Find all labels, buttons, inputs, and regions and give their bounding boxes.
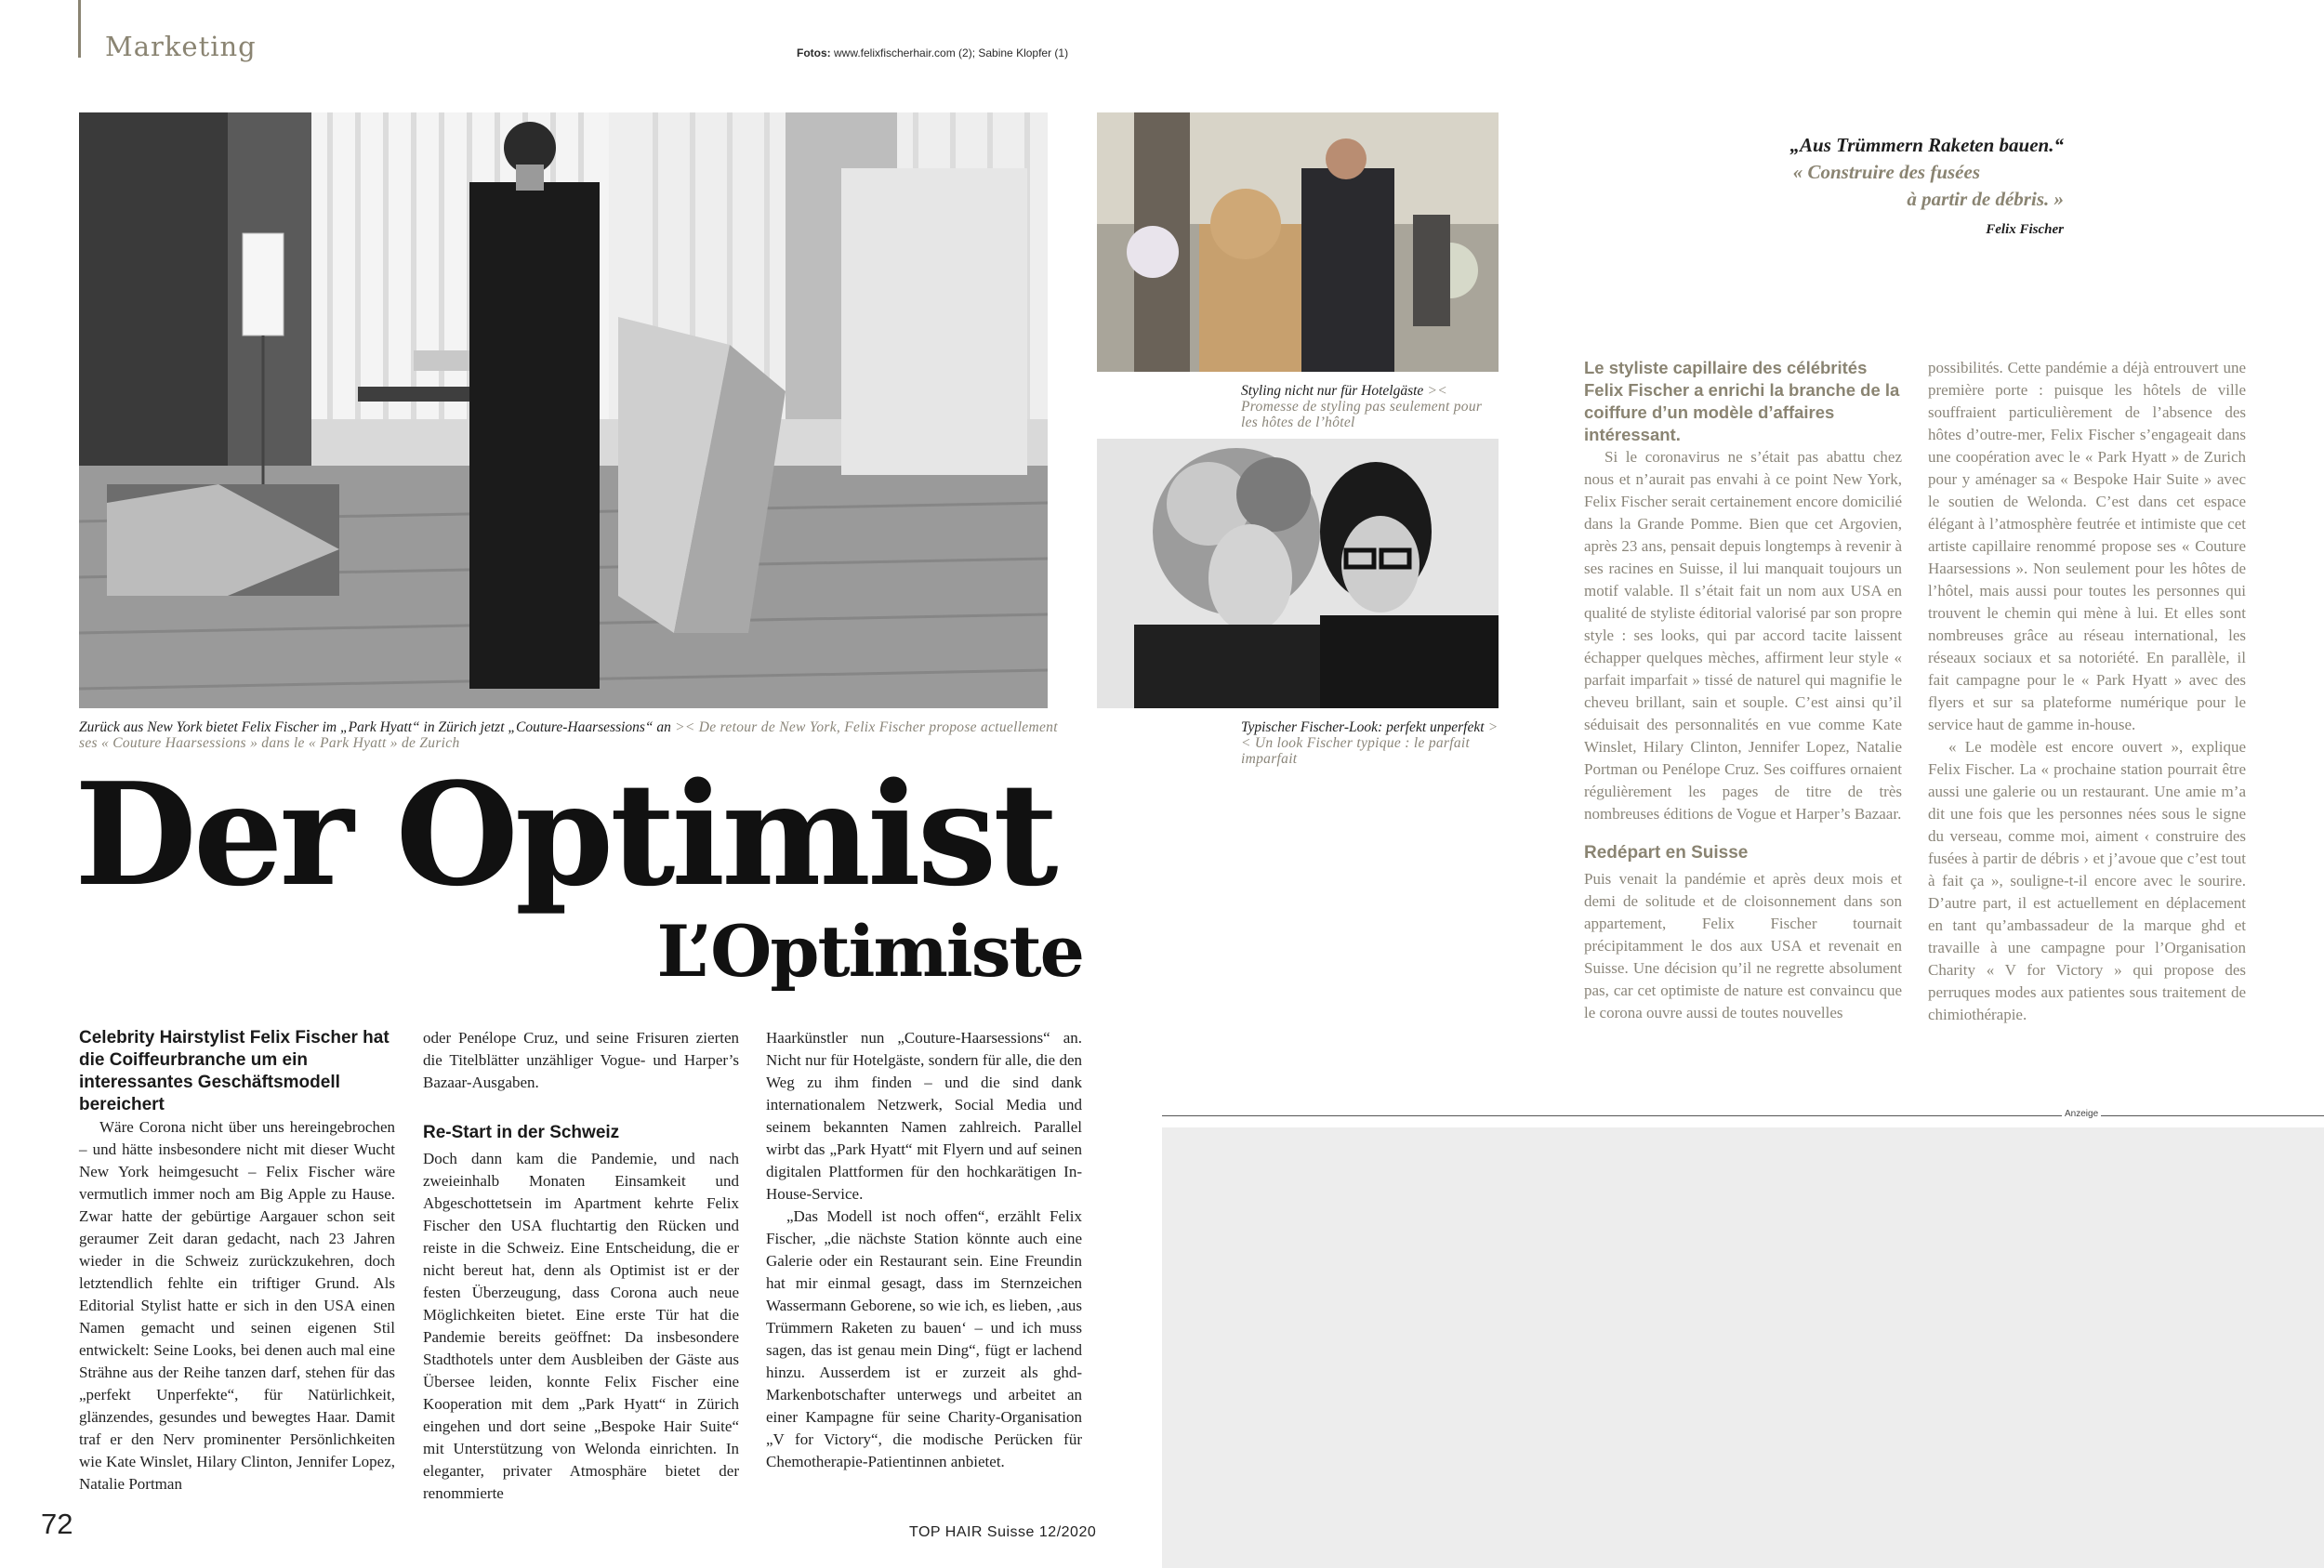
pull-quote xyxy=(1413,132,2064,244)
caption-main-fr: >< De retour de New York, Felix Fischer propose actuellement ses « Couture Haarsessions » dans le « Park Hyatt » de Zurich xyxy=(79,719,1058,751)
article-headline: Der Optimist xyxy=(74,751,1055,917)
german-lead: Celebrity Hairstylist Felix Fischer hat die Coiffeurbranche um ein interessantes Geschäftsmodell bereichert xyxy=(79,1028,390,1114)
section-label: Marketing xyxy=(105,31,257,62)
caption-salon-photo xyxy=(1241,383,1494,430)
ad-placeholder xyxy=(1162,1127,2324,1568)
german-column-2 xyxy=(423,1027,739,1505)
magazine-issue: TOP HAIR Suisse 12/2020 xyxy=(909,1524,1097,1540)
german-paragraph-2-continued: Haarkünstler nun „Couture-Haarsessions“ an. Nicht nur für Hotelgäste, sondern für alle, die den Weg zu ihm finden – und die sind dank internationalem Netzwerk, Social Media und seinem bekannten Namen zahlreich. Parallel wirbt das „Park Hyatt“ mit Flyern und auf seinen digitalen Plattformen für den hochkarätigen In-House-Service. xyxy=(766,1029,1082,1203)
photo-fischer-look xyxy=(1097,439,1499,708)
german-column-3 xyxy=(766,1027,1082,1473)
quote-french-line-2: à partir de débris. » xyxy=(1907,188,2064,210)
ad-label: Anzeige xyxy=(2062,1109,2101,1119)
german-paragraph-1: Wäre Corona nicht über uns hereingebrochen – und hätte insbesondere nicht mit dieser Wucht New York heimgesucht – Felix Fischer wäre vermutlich immer noch am Big Apple zu Hause. Zwar hatte der gebürtige Aargauer schon seit geraumer Zeit daran gedacht, nach 23 Jahren wieder in die Schweiz zurückzukehren, doch letztendlich fehlte ein triftiger Grund. Als Editorial Stylist hatte er sich in den USA einen Namen gemacht und seinen eigenen Stil entwickelt: Seine Looks, bei denen auch mal eine Strähne aus der Reihe tanzen darf, stehen für das „perfekt Unperfekte“, für Natürlichkeit, glänzendes, gesundes und bewegtes Haar. Damit traf er den Nerv prominenter Persönlichkeiten wie Kate Winslet, Hilary Clinton, Jennifer Lopez, Natalie Portman xyxy=(79,1118,395,1493)
page-number: 72 xyxy=(41,1508,73,1540)
french-subhead: Redépart en Suisse xyxy=(1584,843,1749,863)
french-paragraph-3: « Le modèle est encore ouvert », explique Felix Fischer. La « prochaine station pourrait être aussi une galerie ou un restaurant. Une amie m’a dit une fois que les personnes nées sous le signe du verseau, comme moi, aiment ‹ construire des fusées à partir de débris › et j’avoue que c’est tout à fait ça », souligne-t-il encore avec le sourire. D’autre part, il est actuellement en déplacement en tant qu’ambassadeur de la marque ghd et travaille à une campagne pour l’Organisation Charity « V for Victory » qui propose des perruques modes aux patientes sous traitement de chimiothérapie. xyxy=(1928,738,2246,1023)
credits-label: Fotos: xyxy=(797,46,831,59)
caption-look-photo xyxy=(1241,719,1499,767)
german-paragraph-3: „Das Modell ist noch offen“, erzählt Felix Fischer, „die nächste Station könnte auch eine Galerie oder ein Restaurant sein. Eine Freundin hat mir einmal gesagt, dass im Sternzeichen Wassermann Geborene, so wie ich, es lieben, ‚aus Trümmern Raketen zu bauen‘ – und ich muss sagen, das ist genau mein Ding“, fügt er lachend hinzu. Ausserdem ist er zurzeit als ghd-Markenbotschafter unterwegs und arbeitet an einer Kampagne für seine Charity-Organisation „V for Victory“, die modische Perücken für Chemotherapie-Patientinnen anbietet. xyxy=(766,1207,1082,1470)
credits-text: www.felixfischerhair.com (2); Sabine Klopfer (1) xyxy=(830,46,1069,59)
french-column-2 xyxy=(1928,357,2246,1026)
german-subhead: Re-Start in der Schweiz xyxy=(423,1123,620,1142)
german-column-1 xyxy=(79,1027,395,1496)
article-subheadline: L’Optimiste xyxy=(656,910,1083,993)
french-lead: Le styliste capillaire des célébrités Felix Fischer a enrichi la branche de la coiffure d’un modèle d’affaires intéressant. xyxy=(1584,358,1900,444)
french-paragraph-1: Si le coronavirus ne s’était pas abattu chez nous et n’aurait pas envahi à ce point New York, Felix Fischer serait certainement encore domicilié dans la Grande Pomme. Bien que cet Argovien, après 23 ans, pensait depuis longtemps à revenir à ses racines en Suisse, il lui manquait toujours un motif valable. Il s’était fait un nom aux USA en qualité de styliste éditorial valorisé par son propre style : ses looks, qui par accord tacite laissent échapper quelques mèches, affirment leur style « parfait imparfait » tissé de naturel qui magnifie le cheveu brillant, sain et souple. C’est ainsi qu’il séduisait des personnalités en vue comme Kate Winslet, Hilary Clinton, Jennifer Lopez, Natalie Portman ou Penélope Cruz. Ses coiffures ornaient régulièrement les pages de titre de très nombreuses éditions de Vogue et Harper’s Bazaar. xyxy=(1584,448,1902,823)
caption-main-photo xyxy=(79,719,1064,751)
french-paragraph-2: Puis venait la pandémie et après deux mois et demi de solitude et de cloisonnement dans son appartement, Felix Fischer tournait précipitamment le dos aux USA et revenait en Suisse. Une décision qu’il ne regrette absolument pas, car cet optimiste de nature est convaincu que le corona ouvre aussi de toutes nouvelles xyxy=(1584,870,1902,1021)
french-paragraph-2-continued: possibilités. Cette pandémie a déjà entrouvert une première porte : puisque les hôtels de ville souffraient particulièrement de l’absence des hôtes d’outre-mer, Felix Fischer s’engageait dans une coopération avec le « Park Hyatt » de Zurich pour y aménager sa « Bespoke Hair Suite » avec le soutien de Welonda. C’est dans cet espace élégant à l’atmosphère feutrée et intimiste que cet artiste capillaire renommé propose ses « Couture Haarsessions ». Non seulement pour les hôtes de l’hôtel, mais aussi pour toutes les personnes qui trouvent le chemin qui mène à lui. Et elles sont nombreuses grâce au réseau international, les réseaux sociaux et sa notoriété. En parallèle, il fait campagne pour le « Park Hyatt » avec des flyers et sur sa plateforme numérique pour le service haut de gamme in-house. xyxy=(1928,359,2246,733)
caption-look-fr: >< Un look Fischer typique : le parfait imparfait xyxy=(1241,719,1499,767)
german-paragraph-2: Doch dann kam die Pandemie, und nach zweieinhalb Monaten Einsamkeit und Abgeschottetsein im Apartment kehrte Felix Fischer den USA fluchtartig den Rücken und reiste in die Schweiz. Eine Entscheidung, die er nicht bereut hat, denn als Optimist ist er der festen Überzeugung, dass Corona auch neue Möglichkeiten bietet. Eine erste Tür hat die Pandemie bereits geöffnet: Da insbesondere Stadthotels unter dem Ausbleiben der Gäste aus Übersee leiden, konnte Felix Fischer eine Kooperation mit dem „Park Hyatt“ in Zürich eingehen und dort seine „Bespoke Hair Suite“ mit Unterstützung von Welonda einrichten. In eleganter, privater Atmosphäre bietet der renommierte xyxy=(423,1150,739,1502)
caption-salon-de: Styling nicht nur für Hotelgäste xyxy=(1241,383,1424,399)
section-rule xyxy=(78,0,81,58)
quote-german: „Aus Trümmern Raketen bauen.“ xyxy=(1789,134,2064,156)
caption-main-de: Zurück aus New York bietet Felix Fischer im „Park Hyatt“ in Zürich jetzt „Couture-Haarsessions“ an xyxy=(79,719,671,735)
caption-salon-fr: >< Promesse de styling pas seulement pour les hôtes de l’hôtel xyxy=(1241,383,1483,430)
ad-divider xyxy=(1162,1115,2324,1116)
quote-author: Felix Fischer xyxy=(1986,222,2064,237)
caption-look-de: Typischer Fischer-Look: perfekt unperfekt xyxy=(1241,719,1485,735)
photo-felix-fischer-suite xyxy=(79,112,1048,708)
photo-credits xyxy=(797,46,1068,59)
german-paragraph-1-continued: oder Penélope Cruz, und seine Frisuren zierten die Titelblätter unzähliger Vogue- und Harper’s Bazaar-Ausgaben. xyxy=(423,1029,739,1091)
quote-french-line-1: « Construire des fusées xyxy=(1792,161,1980,183)
french-column-1 xyxy=(1584,357,1902,1024)
